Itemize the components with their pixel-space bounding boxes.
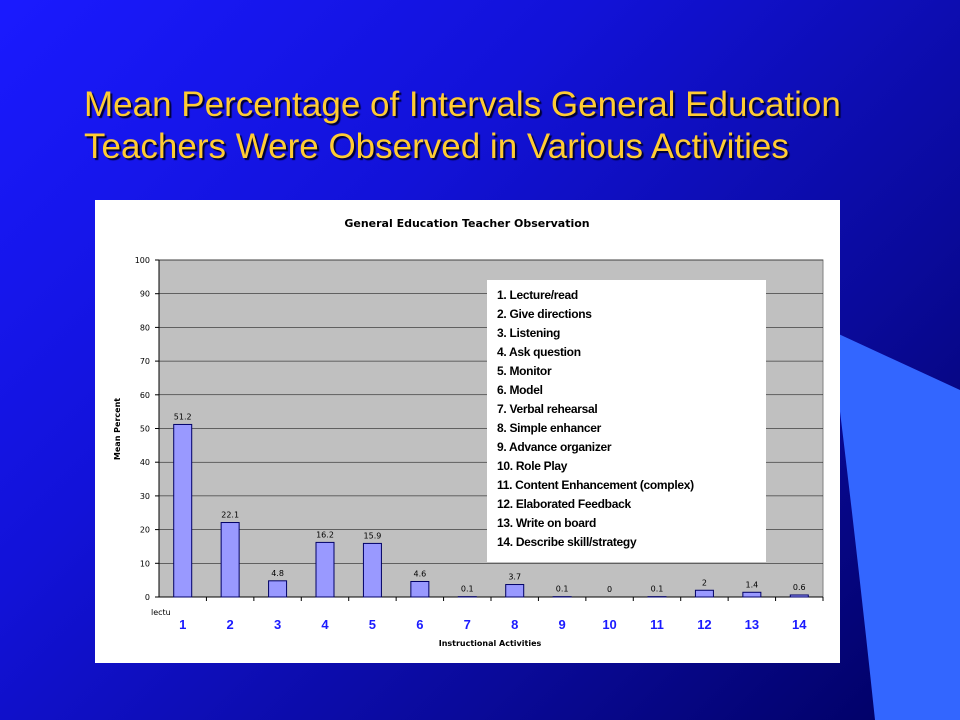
chart-panel [95, 200, 840, 663]
bar [269, 581, 287, 597]
x-category-label: 7 [463, 617, 471, 632]
x-category-label: 4 [321, 617, 329, 632]
data-label: 4.8 [271, 568, 284, 578]
y-tick-label: 80 [139, 323, 150, 333]
x-category-label: 3 [273, 617, 282, 632]
bar [695, 590, 713, 597]
legend-item: 2. Give directions [497, 307, 592, 321]
x-category-label: 13 [744, 617, 760, 632]
x-category-label: 8 [511, 617, 519, 632]
y-tick-label: 90 [139, 289, 150, 299]
bar [221, 523, 239, 597]
y-tick-label: 10 [139, 559, 150, 569]
slide-title: Mean Percentage of Intervals General Education Teachers Were Observed in Various Activities [84, 85, 841, 166]
legend-list [487, 280, 766, 552]
data-label: 16.2 [316, 530, 334, 540]
x-category-label: 5 [368, 617, 377, 632]
data-label: 0.6 [792, 582, 806, 592]
y-tick-label: 50 [139, 424, 150, 434]
y-tick-label: 0 [144, 593, 150, 602]
x-axis-label: Instructional Activities [438, 639, 542, 648]
x-category-label: 14 [792, 617, 807, 632]
legend-item: 3. Listening [497, 326, 561, 340]
x-category-label: 12 [697, 617, 712, 632]
legend-item: 7. Verbal rehearsal [497, 402, 598, 416]
data-label: 0 [607, 585, 613, 594]
category-legend [487, 280, 766, 562]
x-category-label: 10 [602, 617, 617, 632]
y-tick-label: 70 [139, 357, 150, 367]
legend-item: 8. Simple enhancer [497, 421, 601, 435]
data-label: 0.1 [650, 584, 664, 594]
x-category-label: 11 [650, 617, 664, 632]
y-tick-label: 60 [139, 390, 150, 400]
x-category-label: 9 [558, 617, 566, 632]
legend-item: 6. Model [497, 383, 543, 397]
x-category-label: 6 [416, 617, 424, 632]
legend-item: 12. Elaborated Feedback [497, 497, 631, 511]
legend-item: 10. Role Play [497, 459, 568, 473]
data-label: 0.1 [555, 584, 569, 594]
data-label: 1.4 [745, 580, 759, 590]
legend-item: 1. Lecture/read [497, 288, 578, 302]
x-tick-label-fragment: lectu [151, 608, 171, 617]
bar [506, 585, 524, 597]
y-tick-label: 40 [139, 458, 150, 468]
x-category-label: 1 [179, 617, 187, 632]
legend-item: 5. Monitor [497, 364, 552, 378]
data-label: 2 [701, 578, 707, 588]
legend-item: 4. Ask question [497, 345, 581, 359]
bar [743, 592, 761, 597]
bar [411, 581, 429, 597]
data-label: 15.9 [363, 531, 382, 541]
chart-title: General Education Teacher Observation [344, 217, 590, 230]
legend-item: 11. Content Enhancement (complex) [497, 478, 694, 492]
data-label: 3.7 [508, 572, 522, 582]
y-tick-label: 100 [134, 256, 150, 265]
y-tick-label: 20 [139, 525, 150, 535]
legend-item: 13. Write on board [497, 516, 597, 530]
bar [363, 543, 381, 597]
x-category-label: 2 [226, 617, 234, 632]
data-label: 0.1 [460, 584, 474, 594]
data-label: 22.1 [221, 510, 240, 520]
bar [790, 595, 808, 597]
legend-item: 9. Advance organizer [497, 440, 612, 454]
data-label: 51.2 [173, 412, 192, 422]
y-axis-label: Mean Percent [113, 397, 122, 461]
bar [174, 424, 192, 597]
data-label: 4.6 [413, 569, 427, 579]
y-tick-label: 30 [139, 491, 150, 501]
decorative-swoosh [830, 330, 960, 720]
legend-item: 14. Describe skill/strategy [497, 535, 637, 549]
bar [316, 542, 334, 597]
